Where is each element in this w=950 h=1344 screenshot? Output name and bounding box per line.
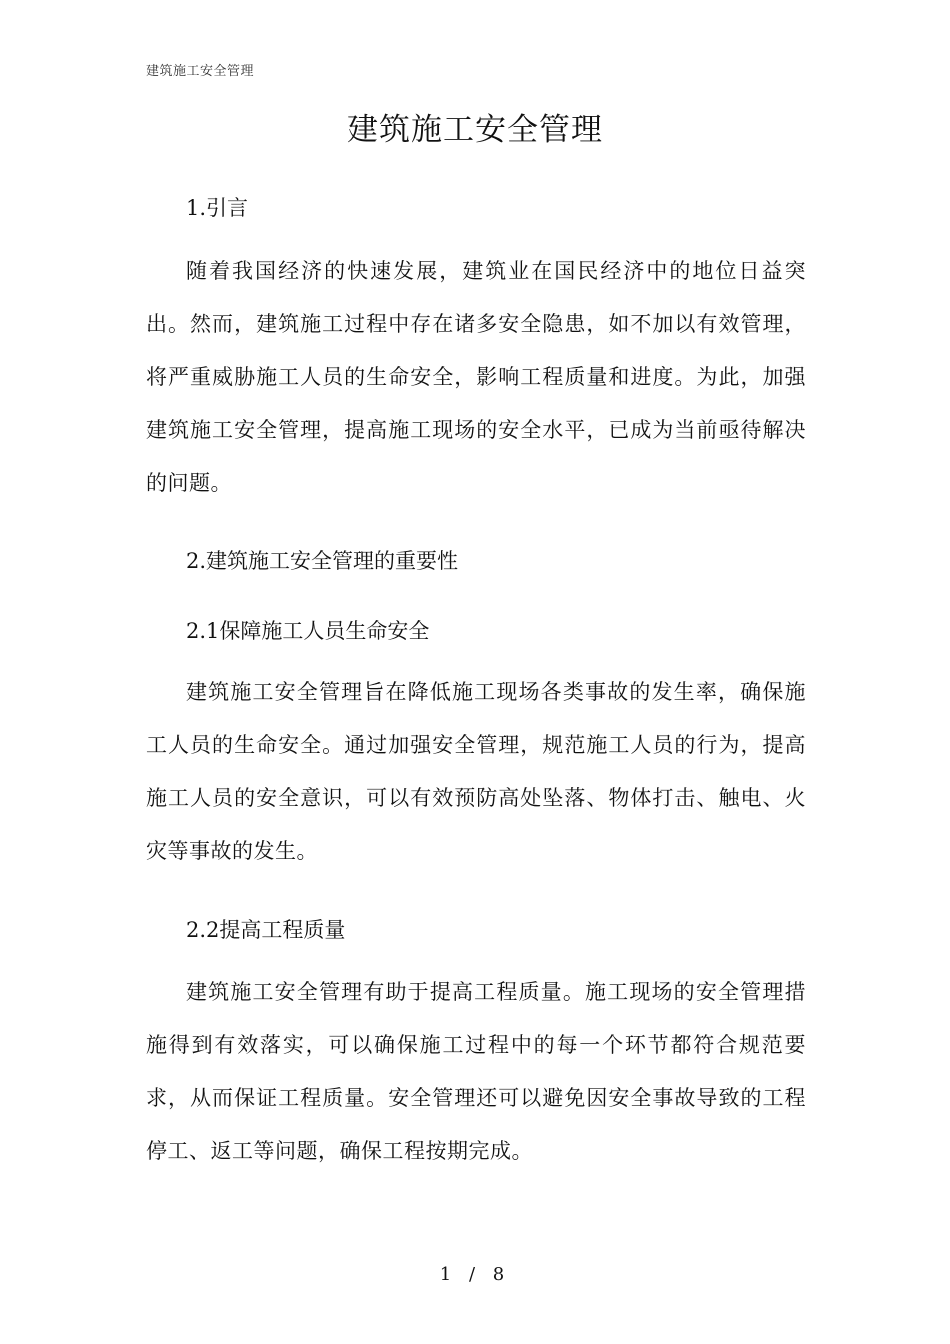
document-title: 建筑施工安全管理 (347, 112, 603, 148)
paragraph-introduction: 随着我国经济的快速发展，建筑业在国民经济中的地位日益突出。然而，建筑施工过程中存在诸多安全隐患，如不加以有效管理，将严重威胁施工人员的生命安全，影响工程质量和进度。为此，加强建筑施工安全管理，提高施工现场的安全水平，已成为当前亟待解决的问题。 (146, 259, 806, 495)
subsection-heading-worker-safety: 2.1保障施工人员生命安全 (186, 619, 430, 643)
section-heading-importance: 2.建筑施工安全管理的重要性 (186, 549, 459, 573)
subsection-heading-engineering-quality: 2.2提高工程质量 (186, 918, 346, 942)
running-header: 建筑施工安全管理 (146, 64, 255, 79)
paragraph-engineering-quality: 建筑施工安全管理有助于提高工程质量。施工现场的安全管理措施得到有效落实，可以确保施工过程中的每一个环节都符合规范要求，从而保证工程质量。安全管理还可以避免因安全事故导致的工程停工、返工等问题，确保工程按期完成。 (146, 980, 806, 1163)
paragraph-worker-safety: 建筑施工安全管理旨在降低施工现场各类事故的发生率，确保施工人员的生命安全。通过加强安全管理，规范施工人员的行为，提高施工人员的安全意识，可以有效预防高处坠落、物体打击、触电、火灾等事故的发生。 (146, 680, 806, 863)
page-number: 1 / 8 (439, 1264, 511, 1285)
section-heading-introduction: 1.引言 (186, 196, 249, 220)
